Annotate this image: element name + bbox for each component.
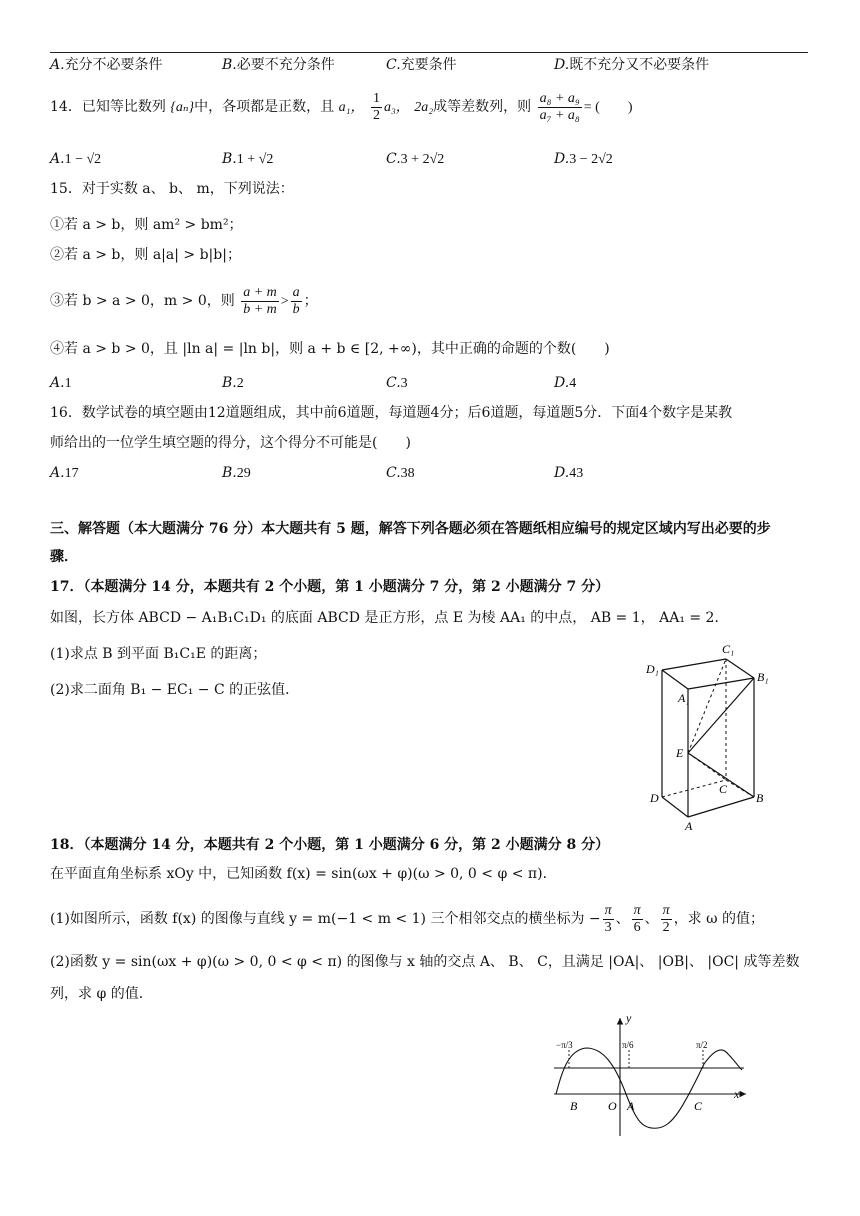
q14-option-c: C.3 + 2√2: [386, 151, 445, 167]
q17-cuboid-figure: [640, 640, 790, 830]
top-rule: [50, 52, 808, 53]
q17-part-2: (2)求二面角 B₁ − EC₁ − C 的正弦值．: [50, 682, 300, 698]
tick-pi-2: π/2: [696, 1040, 708, 1050]
q18-stem: 在平面直角坐标系 xOy 中，已知函数 f(x) = sin(ωx + φ)(ω > 0, 0 < φ < π)．: [50, 866, 557, 882]
axis-label-y: y: [626, 1011, 632, 1025]
q18-part-1: (1)如图所示，函数 f(x) 的图像与直线 y = m(−1 < m < 1) 三个相邻交点的横坐标为 − $\frac{\pi}{3}$ 、 $\frac{\pi}{6}$ 、 $\frac{\pi}{2}$ ，求 ω 的值；: [50, 902, 765, 935]
q13-option-c: C.充要条件: [386, 57, 457, 73]
q16-option-b: B.29: [222, 465, 251, 481]
q15-statement-3: ③若 b > a > 0，m > 0，则 $\frac{a + m}{b + m}$ > $\frac{a}{b}$ ；: [50, 284, 318, 317]
section-3-line-1: 三、解答题（本大题满分 76 分）本大题共有 5 题，解答下列各题必须在答题纸相应编号的规定区域内写出必要的步: [50, 521, 771, 537]
q14-half-fraction: $\frac{1}{2}$: [372, 90, 380, 123]
label-d1: D₁: [646, 662, 659, 676]
q15-option-a: A.1: [50, 375, 72, 391]
origin-label: O: [608, 1099, 617, 1113]
q16-line-1: 16．数学试卷的填空题由12道题组成，其中前6道题，每道题4分；后6道题，每道题5分．下面4个数字是某教: [50, 405, 733, 421]
label-b: B: [756, 791, 764, 805]
q18-frac-pi2: $\frac{\pi}{2}$: [662, 902, 670, 935]
label-e: E: [676, 746, 684, 760]
q18-frac-pi6: $\frac{\pi}{6}$: [633, 902, 641, 935]
q13-option-d: D.既不充分又不必要条件: [554, 57, 710, 73]
q15-statement-1: ①若 a > b，则 am² > bm²；: [50, 217, 243, 233]
q17-part-1: (1)求点 B 到平面 B₁C₁E 的距离；: [50, 646, 267, 662]
q18-header: 18．（本题满分 14 分，本题共有 2 个小题，第 1 小题满分 6 分，第 2 小题满分 8 分）: [50, 837, 610, 853]
q18-sine-figure: [548, 1010, 758, 1140]
q14-option-d: D.3 − 2√2: [554, 151, 613, 167]
q14-option-a: A.1 − √2: [50, 151, 102, 167]
q17-stem: 如图，长方体 ABCD − A₁B₁C₁D₁ 的底面 ABCD 是正方形，点 E 为棱 AA₁ 的中点， AB = 1， AA₁ = 2．: [50, 610, 729, 626]
q18-frac-pi3: $\frac{\pi}{3}$: [604, 902, 612, 935]
q15-option-b: B.2: [222, 375, 244, 391]
q16-option-a: A.17: [50, 465, 79, 481]
section-3-line-2: 骤．: [50, 549, 78, 565]
q15-option-d: D.4: [554, 375, 577, 391]
q16-line-2: 师给出的一位学生填空题的得分，这个得分不可能是( ): [50, 435, 411, 451]
q15-statement-4: ④若 a > b > 0，且 |ln a| = |ln b|，则 a + b ∈ [2, +∞)，其中正确的命题的个数( ): [50, 341, 610, 357]
label-d: D: [650, 791, 659, 805]
label-a1: A₁: [678, 691, 690, 705]
axis-label-x: x: [734, 1087, 740, 1101]
q18-part-2-line-2: 列，求 φ 的值．: [50, 986, 153, 1002]
q14-ratio-fraction: $\frac{\text{a₈ + a₉}}{\text{a₇ + a₈}}$: [539, 90, 580, 123]
point-b-label: B: [570, 1099, 578, 1113]
label-a: A: [685, 819, 693, 830]
q15-stem: 15．对于实数 a、 b、 m，下列说法：: [50, 181, 294, 197]
tick-pi-6: π/6: [622, 1040, 634, 1050]
q15-fraction-am-bm: $\frac{a + m}{b + m}$: [243, 284, 277, 317]
q16-option-d: D.43: [554, 465, 584, 481]
q17-header: 17．（本题满分 14 分，本题共有 2 个小题，第 1 小题满分 7 分，第 2 小题满分 7 分）: [50, 579, 610, 595]
label-c: C: [719, 782, 728, 796]
q14-stem: 14．已知等比数列 {aₙ}中，各项都是正数，且 a₁， $\frac{1}{2}$ a₃， 2a₂成等差数列，则 $\frac{\text{a₈ + a₉}}{\text{a₇ + a₈}}$ = ( ): [50, 90, 633, 123]
q18-part-2-line-1: (2)函数 y = sin(ωx + φ)(ω > 0, 0 < φ < π) 的图像与 x 轴的交点 A、 B、 C，且满足 |OA|、 |OB|、 |OC| 成等差数: [50, 954, 800, 970]
label-b1: B₁: [757, 670, 769, 684]
point-a-label: A: [627, 1099, 635, 1113]
q15-statement-2: ②若 a > b，则 a|a| > b|b|；: [50, 247, 241, 263]
label-c1: C₁: [722, 642, 735, 656]
q15-fraction-a-b: $\frac{a}{b}$: [292, 284, 300, 317]
q13-option-b: B.必要不充分条件: [222, 57, 335, 73]
point-c-label: C: [694, 1099, 703, 1113]
q13-option-a: A.充分不必要条件: [50, 57, 163, 73]
q16-option-c: C.38: [386, 465, 415, 481]
tick-neg-pi-3: −π/3: [556, 1040, 573, 1050]
q15-option-c: C.3: [386, 375, 408, 391]
q14-option-b: B.1 + √2: [222, 151, 274, 167]
